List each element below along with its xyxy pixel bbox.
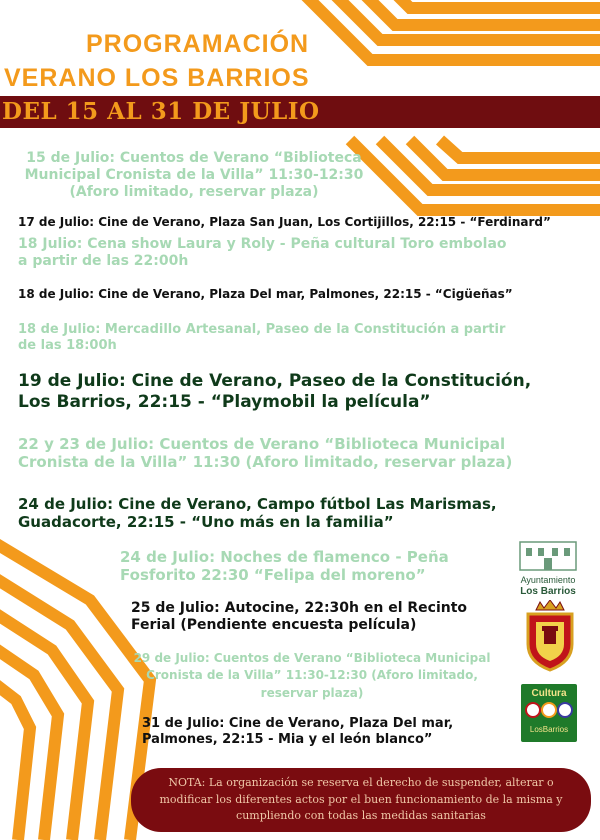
event-line: Cronista de la Villa” 11:30-12:30 (Aforo limitado, (146, 668, 478, 683)
event-18-julio-mercadillo (18, 322, 598, 354)
ayuntamiento-logo (516, 538, 580, 596)
event-29-julio (112, 650, 512, 702)
title-verano-los-barrios: VERANO LOS BARRIOS (4, 64, 310, 92)
event-line: a partir de las 22:00h (18, 253, 189, 270)
event-31-julio (142, 716, 512, 748)
event-line: de las 18:00h (18, 337, 117, 353)
event-22-23-julio (18, 435, 598, 472)
event-line: 24 de Julio: Noches de flamenco - Peña (120, 548, 449, 566)
event-15-julio (14, 150, 374, 201)
coat-of-arms-icon (522, 600, 578, 672)
event-line: Guadacorte, 22:15 - “Uno más en la familia” (18, 513, 394, 532)
cultura-logo-subtitle: LosBarrios (529, 725, 569, 734)
event-line: 19 de Julio: Cine de Verano, Paseo de la Constitución, (18, 371, 532, 391)
event-line: Fosforito 22:30 “Felipa del moreno” (120, 566, 426, 585)
event-line: 29 de Julio: Cuentos de Verano “Biblioteca Municipal (133, 651, 491, 665)
note-banner (131, 768, 591, 832)
los-barrios-label: Los Barrios (520, 585, 576, 597)
event-line: Municipal Cronista de la Villa” 11:30-12:30 (24, 167, 364, 184)
event-line: 18 Julio: Cena show Laura y Roly - Peña cultural Toro embolao (18, 236, 507, 252)
event-line: reservar plaza) (260, 685, 364, 700)
event-line: 15 de Julio: Cuentos de Verano “Biblioteca (26, 150, 362, 166)
event-line: 22 y 23 de Julio: Cuentos de Verano “Biblioteca Municipal (18, 435, 506, 453)
event-17-julio (18, 215, 598, 230)
event-line: Los Barrios, 22:15 - “Playmobil la película” (18, 391, 431, 412)
event-18-julio-cine (18, 287, 598, 302)
event-18-julio-cena (18, 236, 598, 270)
event-line: 18 de Julio: Cine de Verano, Plaza Del mar, Palmones, 22:15 - “Cigüeñas” (18, 287, 513, 301)
dates-banner-text: DEL 15 AL 31 DE JULIO (2, 98, 320, 125)
event-24-julio-cine (18, 495, 598, 532)
title-programacion: PROGRAMACIÓN (86, 30, 310, 58)
event-line: Palmones, 22:15 - Mia y el león blanco” (142, 731, 433, 747)
event-line: 31 de Julio: Cine de Verano, Plaza Del mar, (142, 716, 454, 731)
event-19-julio (18, 371, 598, 412)
culture-masks-icon (521, 699, 577, 721)
event-line: Cronista de la Villa” 11:30 (Aforo limitado, reservar plaza) (18, 453, 513, 472)
dates-banner (0, 96, 600, 128)
event-line: 18 de Julio: Mercadillo Artesanal, Paseo de la Constitución a partir (18, 322, 506, 337)
note-text: NOTA: La organización se reserva el derecho de suspender, alterar o modificar los diferentes actos por el buen funcionamiento de la misma y cumpliendo con todas las medidas sanitarias (159, 776, 563, 823)
ayuntamiento-label: Ayuntamiento (520, 575, 576, 585)
event-line: Ferial (Pendiente encuesta película) (131, 617, 417, 634)
event-line: 24 de Julio: Cine de Verano, Campo fútbol Las Marismas, (18, 495, 497, 513)
event-line: 25 de Julio: Autocine, 22:30h en el Recinto (131, 600, 468, 616)
town-hall-icon (516, 538, 580, 572)
event-line: (Aforo limitado, reservar plaza) (69, 184, 319, 201)
cultura-logo-title: Cultura (531, 688, 567, 699)
event-line: 17 de Julio: Cine de Verano, Plaza San Juan, Los Cortijillos, 22:15 - “Ferdinard” (18, 215, 551, 229)
cultura-logo (521, 684, 577, 742)
event-24-julio-flamenco (120, 548, 510, 585)
event-25-julio (131, 600, 511, 634)
